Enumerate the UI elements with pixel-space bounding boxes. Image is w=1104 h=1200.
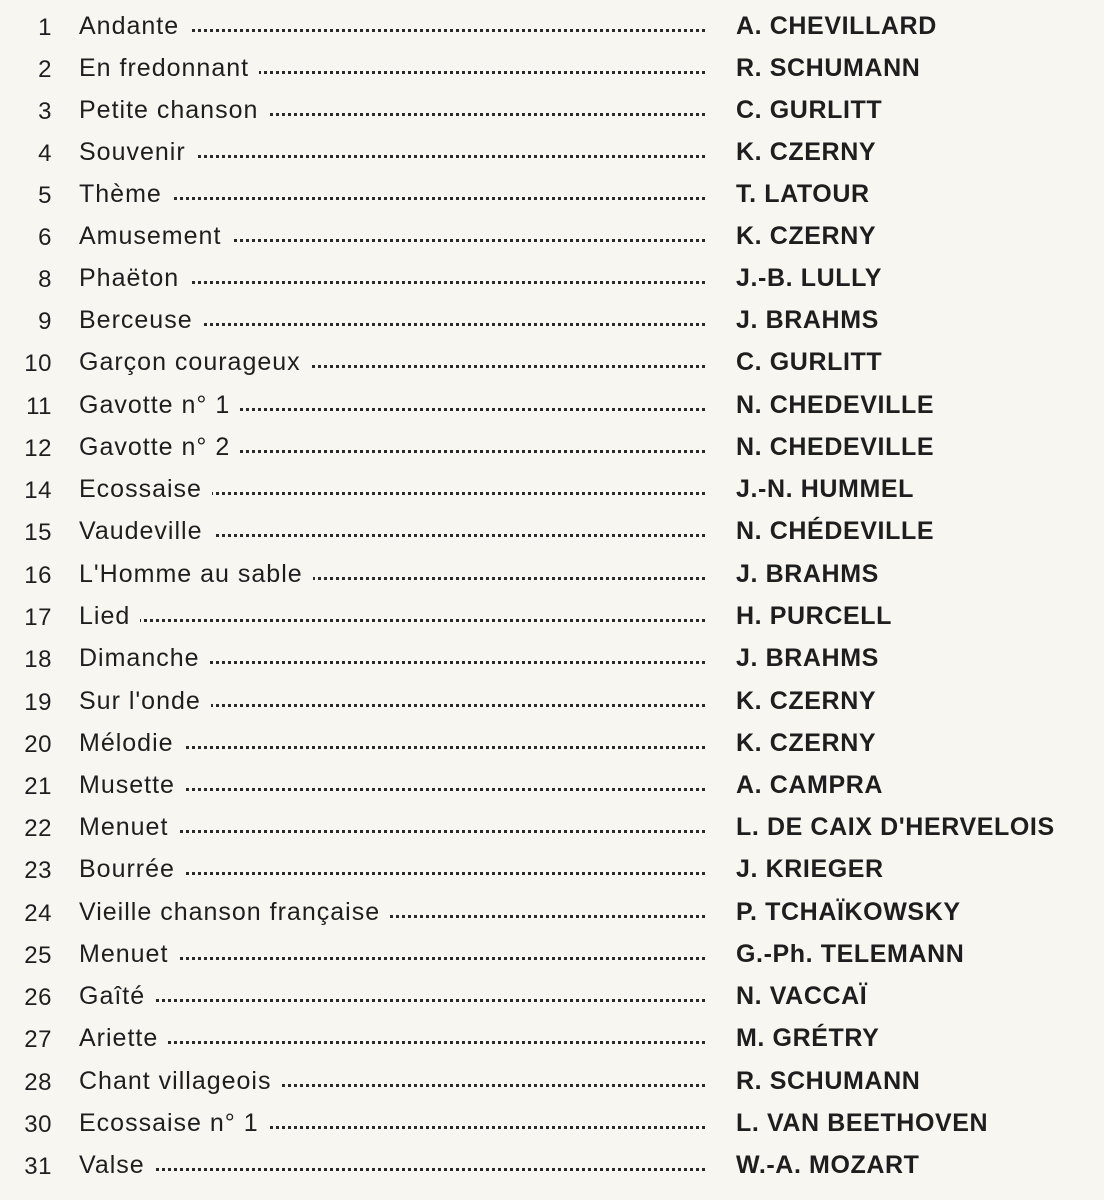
title-line [79,138,705,167]
title-line [79,475,705,504]
piece-number: 2 [38,56,52,83]
piece-title: Ariette [79,1024,168,1052]
piece-title: Petite chanson [79,96,268,124]
title-line [79,96,705,125]
piece-number: 1 [38,14,52,41]
list-item [0,6,1104,46]
list-item [0,638,1104,678]
piece-title: Amusement [79,222,231,250]
composer-name: H. PURCELL [736,602,892,630]
piece-title: Dimanche [79,644,210,672]
title-line [79,54,705,83]
composer-name: P. TCHAÏKOWSKY [736,898,961,926]
piece-number: 17 [24,604,52,631]
composer-name: J. BRAHMS [736,644,879,672]
title-line [79,560,705,589]
piece-number: 23 [24,857,52,884]
piece-title: Thème [79,180,172,208]
piece-title: Ecossaise n° 1 [79,1109,269,1137]
piece-title: Lied [79,602,140,630]
piece-title: Gaîté [79,982,155,1010]
list-item [0,258,1104,298]
title-line [79,644,705,673]
title-line [79,771,705,800]
composer-name: M. GRÉTRY [736,1024,880,1052]
composer-name: N. CHEDEVILLE [736,433,935,461]
piece-number: 6 [38,224,52,251]
list-item [0,681,1104,721]
piece-title: Bourrée [79,855,185,883]
piece-number: 28 [24,1069,52,1096]
composer-name: C. GURLITT [736,96,883,124]
composer-name: K. CZERNY [736,222,877,250]
title-line [79,12,705,41]
composer-name: G.-Ph. TELEMANN [736,940,965,968]
list-item [0,132,1104,172]
piece-number: 20 [24,731,52,758]
piece-number: 24 [24,900,52,927]
list-item [0,849,1104,889]
list-item [0,554,1104,594]
list-item [0,90,1104,130]
composer-name: N. CHÉDEVILLE [736,517,935,545]
list-item [0,216,1104,256]
title-line [79,813,705,842]
title-line [79,517,705,546]
title-line [79,433,705,462]
composer-name: J. KRIEGER [736,855,884,883]
composer-name: R. SCHUMANN [736,1067,921,1095]
list-item [0,976,1104,1016]
piece-number: 12 [24,435,52,462]
list-item [0,48,1104,88]
piece-number: 8 [38,266,52,293]
piece-title: Vaudeville [79,517,213,545]
piece-title: Garçon courageux [79,348,311,376]
list-item [0,511,1104,551]
title-line [79,348,705,377]
piece-title: Mélodie [79,729,184,757]
piece-number: 19 [24,689,52,716]
composer-name: J. BRAHMS [736,560,879,588]
list-item [0,342,1104,382]
composer-name: N. VACCAÏ [736,982,868,1010]
piece-title: Valse [79,1151,155,1179]
title-line [79,1024,705,1053]
piece-number: 18 [24,646,52,673]
piece-number: 16 [24,562,52,589]
title-line [79,855,705,884]
title-line [79,306,705,335]
piece-number: 21 [24,773,52,800]
list-item [0,385,1104,425]
piece-number: 25 [24,942,52,969]
dot-leader [79,619,705,622]
piece-number: 9 [38,308,52,335]
piece-number: 4 [38,140,52,167]
piece-title: Gavotte n° 1 [79,391,240,419]
title-line [79,1067,705,1096]
piece-title: Andante [79,12,189,40]
piece-number: 10 [24,350,52,377]
list-item [0,934,1104,974]
composer-name: N. CHEDEVILLE [736,391,935,419]
list-item [0,1061,1104,1101]
piece-title: Gavotte n° 2 [79,433,240,461]
piece-title: Ecossaise [79,475,212,503]
piece-number: 3 [38,98,52,125]
piece-number: 26 [24,984,52,1011]
composer-name: K. CZERNY [736,138,877,166]
title-line [79,180,705,209]
piece-number: 5 [38,182,52,209]
piece-title: Souvenir [79,138,196,166]
piece-number: 22 [24,815,52,842]
piece-title: Phaëton [79,264,189,292]
list-item [0,596,1104,636]
dot-leader [79,999,705,1002]
list-item [0,1018,1104,1058]
title-line [79,940,705,969]
composer-name: J. BRAHMS [736,306,879,334]
composer-name: W.-A. MOZART [736,1151,920,1179]
piece-number: 27 [24,1026,52,1053]
composer-name: A. CHEVILLARD [736,12,937,40]
piece-title: L'Homme au sable [79,560,313,588]
piece-title: Chant villageois [79,1067,282,1095]
composer-name: J.-B. LULLY [736,264,882,292]
composer-name: A. CAMPRA [736,771,884,799]
title-line [79,602,705,631]
composer-name: C. GURLITT [736,348,883,376]
list-item [0,892,1104,932]
list-item [0,427,1104,467]
title-line [79,898,705,927]
list-item [0,174,1104,214]
list-item [0,723,1104,763]
title-line [79,222,705,251]
title-line [79,729,705,758]
piece-number: 14 [24,477,52,504]
piece-title: Menuet [79,813,178,841]
dot-leader [79,197,705,200]
title-line [79,264,705,293]
piece-title: Vieille chanson française [79,898,390,926]
piece-number: 31 [24,1153,52,1180]
composer-name: K. CZERNY [736,729,877,757]
title-line [79,687,705,716]
piece-title: Berceuse [79,306,203,334]
piece-number: 15 [24,519,52,546]
composer-name: R. SCHUMANN [736,54,921,82]
composer-name: K. CZERNY [736,687,877,715]
piece-number: 30 [24,1111,52,1138]
title-line [79,982,705,1011]
composer-name: J.-N. HUMMEL [736,475,915,503]
piece-title: Sur l'onde [79,687,211,715]
piece-title: En fredonnant [79,54,259,82]
dot-leader [79,1041,705,1044]
composer-name: L. VAN BEETHOVEN [736,1109,989,1137]
list-item [0,765,1104,805]
composer-name: L. DE CAIX D'HERVELOIS [736,813,1055,841]
piece-title: Menuet [79,940,178,968]
list-item [0,1103,1104,1143]
dot-leader [79,1168,705,1171]
title-line [79,1151,705,1180]
list-item [0,1145,1104,1185]
piece-title: Musette [79,771,185,799]
composer-name: T. LATOUR [736,180,870,208]
list-item [0,469,1104,509]
title-line [79,391,705,420]
list-item [0,807,1104,847]
list-item [0,300,1104,340]
title-line [79,1109,705,1138]
piece-number: 11 [26,393,52,420]
